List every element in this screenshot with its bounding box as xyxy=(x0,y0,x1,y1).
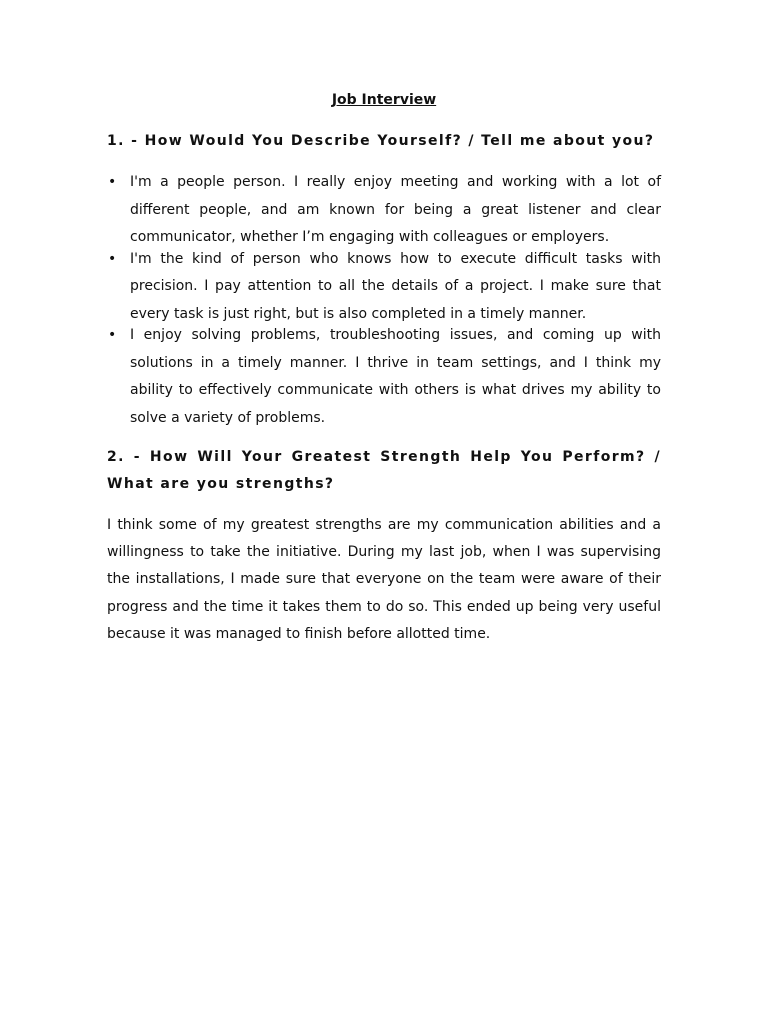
list-item-text: I'm a people person. I really enjoy meeting and working with a lot of different people, and am known for being a great listener and clear communicator, whether I’m engaging with colleagues or employers. xyxy=(130,174,661,245)
question-1: 1. - How Would You Describe Yourself? / Tell me about you? xyxy=(107,133,655,149)
document-page xyxy=(107,88,661,648)
question-2: 2. - How Will Your Greatest Strength Help You Perform? / What are you strengths? xyxy=(107,449,661,492)
bullet-icon: • xyxy=(108,174,117,190)
list-item-text: I'm the kind of person who knows how to execute difficult tasks with precision. I pay attention to all the details of a project. I make sure that every task is just right, but is also completed in a timely manner. xyxy=(130,250,661,322)
list-item xyxy=(107,322,661,432)
list-item xyxy=(107,169,661,252)
list-item xyxy=(107,246,661,329)
bullet-icon: • xyxy=(108,327,117,343)
document-title: Job Interview xyxy=(331,92,437,108)
answer-paragraph-2: I think some of my greatest strengths are my communication abilities and a willingness to take the initiative. During my last job, when I was supervising the installations, I made sure that everyone on the team were aware of their progress and the time it takes them to do so. This ended up being very useful because it was managed to finish before allotted time. xyxy=(107,517,661,642)
answer-list-1 xyxy=(107,169,661,432)
bullet-icon: • xyxy=(108,250,117,267)
list-item-text: I enjoy solving problems, troubleshooting issues, and coming up with solutions in a timely manner. I thrive in team settings, and I think my ability to effectively communicate with others is what drives my ability to solve a variety of problems. xyxy=(130,327,661,426)
